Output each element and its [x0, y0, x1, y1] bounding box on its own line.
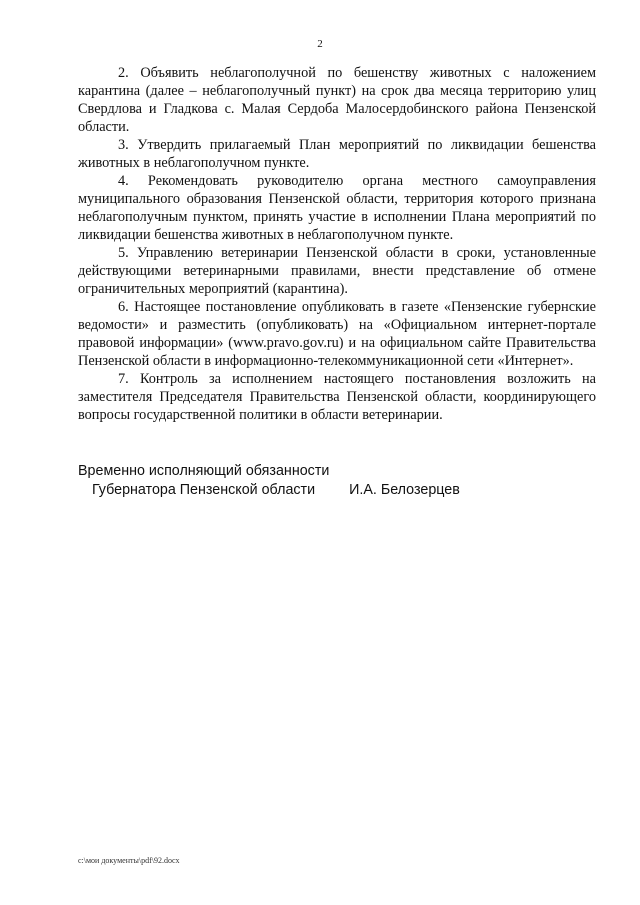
footer-file-path: c:\мои документы\pdf\92.docx — [78, 856, 180, 865]
signatory-position-line2 — [78, 481, 596, 500]
page-number: 2 — [317, 38, 323, 50]
paragraph-item-5: 5. Управлению ветеринарии Пензенской области в сроки, установленные действующими ветеринарными правилами, внести представление об отмене ограничительных мероприятий (карантина). — [78, 245, 596, 297]
signatory-position-line1: Временно исполняющий обязанности — [78, 463, 330, 479]
paragraph-item-7: 7. Контроль за исполнением настоящего постановления возложить на заместителя Председателя Правительства Пензенской области, координирующего вопросы государственной политики в области ветеринарии. — [78, 371, 596, 423]
paragraph-item-4: 4. Рекомендовать руководителю органа местного самоуправления муниципального образования Пензенской области, территория которого признана неблагополучным пунктом, принять участие в исполнении Плана мероприятий по ликвидации бешенства животных в неблагополучном пункте. — [78, 173, 596, 243]
decree-body — [78, 64, 596, 424]
signature-block — [78, 462, 596, 500]
signatory-position-text: Губернатора Пензенской области — [92, 482, 316, 498]
paragraph-item-6: 6. Настоящее постановление опубликовать в газете «Пензенские губернские ведомости» и разместить (опубликовать) на «Официальном интернет-портале правовой информации» (www.pravo.gov.ru) и на официальном сайте Правительства Пензенской области в информационно-телекоммуникационной сети «Интернет». — [78, 299, 596, 369]
signatory-name: И.А. Белозерцев — [349, 482, 460, 498]
paragraph-item-2: 2. Объявить неблагополучной по бешенству животных с наложением карантина (далее – неблагополучный пункт) на срок два месяца территорию улиц Свердлова и Гладкова с. Малая Сердоба Малосердобинского района Пензенской области. — [78, 65, 596, 135]
paragraph-item-3: 3. Утвердить прилагаемый План мероприятий по ликвидации бешенства животных в неблагополучном пункте. — [78, 137, 596, 171]
